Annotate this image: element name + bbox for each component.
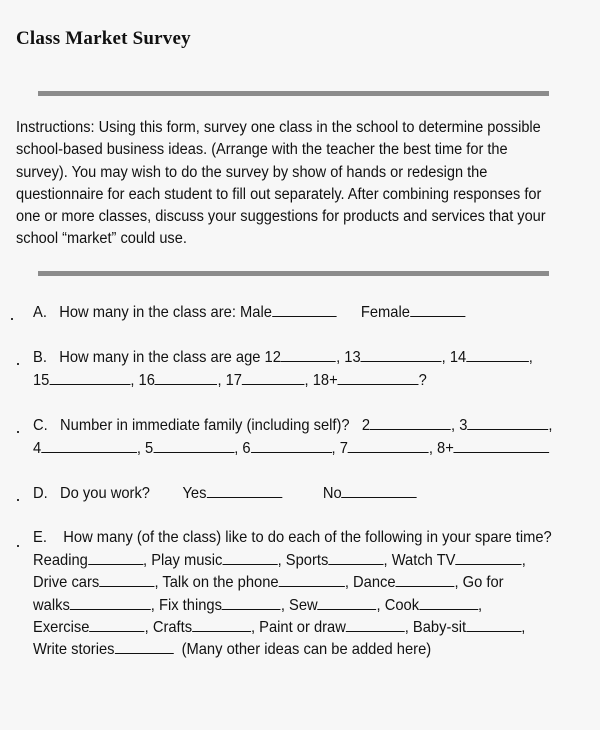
activity-go-for: Go for [462,574,504,591]
activity-drive-cars: Drive cars [33,574,100,591]
sports-blank[interactable] [328,550,383,565]
question-a-label: A. [33,304,47,321]
paint-draw-blank[interactable] [346,617,405,632]
activity-play-music: Play music [151,552,223,569]
baby-sit-blank[interactable] [466,617,521,632]
female-blank[interactable] [410,302,465,317]
age-17-label: 17 [225,372,242,389]
bullet-mark [17,545,19,547]
age-14-label: 14 [449,349,467,366]
age-12-blank[interactable] [281,347,336,362]
bullet-mark [17,431,19,433]
activity-dance: Dance [353,574,396,591]
activities-row-1: Reading , Play music , Sports , Watch TV , [33,552,526,569]
drive-cars-blank[interactable] [99,572,154,587]
no-blank[interactable] [342,483,417,498]
activity-exercise: Exercise [33,619,90,636]
crafts-blank[interactable] [192,617,251,632]
age-18-blank[interactable] [338,370,419,385]
question-c-cont: 4 , 5 , 6 , 7 , 8+ [33,438,550,459]
count-8-label: 8+ [437,440,454,457]
activities-row-4: Exercise , Crafts , Paint or draw , Baby-sit , [33,619,526,636]
write-stories-blank[interactable] [115,639,174,654]
dance-blank[interactable] [396,572,455,587]
count-5-label: 5 [145,440,154,457]
yes-label: Yes [182,485,207,502]
activities-row-5 [33,639,431,660]
count-8-blank[interactable] [454,438,550,453]
activity-watch-tv: Watch TV [391,552,456,569]
count-2-blank[interactable] [370,415,451,430]
play-music-blank[interactable] [222,550,277,565]
question-e-text: How many (of the class) like to do each of the following in your spare time? [63,529,552,546]
question-a [33,302,465,323]
count-7-label: 7 [339,440,348,457]
question-d-text: Do you work? [59,485,150,502]
activity-baby-sit: Baby-sit [412,619,467,636]
age-15-blank[interactable] [49,370,130,385]
count-3-blank[interactable] [467,415,548,430]
talk-phone-blank[interactable] [279,572,345,587]
activity-crafts: Crafts [152,619,193,636]
age-16-label: 16 [138,372,155,389]
reading-blank[interactable] [88,550,143,565]
age-17-blank[interactable] [242,370,305,385]
activity-reading: Reading [33,552,88,569]
question-c-text: Number in immediate family (including self)? [59,417,350,434]
activity-paint-draw: Paint or draw [259,619,346,636]
cook-blank[interactable] [419,595,478,610]
divider-top [38,91,549,96]
activity-sew: Sew [289,597,318,614]
question-a-text: How many in the class are: Male [59,304,272,321]
question-b-cont: 15 , 16 , 17 , 18+ ? [33,372,427,389]
count-6-label: 6 [242,440,251,457]
age-13-blank[interactable] [361,347,442,362]
question-e [33,528,552,548]
count-4-blank[interactable] [41,438,137,453]
yes-blank[interactable] [206,483,281,498]
count-6-blank[interactable] [251,438,332,453]
no-label: No [322,485,342,502]
walks-blank[interactable] [70,595,151,610]
question-d [33,483,417,504]
activities-row-3: walks , Fix things , Sew , Cook , [33,597,483,614]
bullet-mark [17,363,19,365]
activities-row-2: Drive cars , Talk on the phone , Dance , Go for [33,574,504,591]
sew-blank[interactable] [318,595,377,610]
watch-tv-blank[interactable] [456,550,522,565]
activity-write-stories: Write stories [33,641,115,658]
age-13-label: 13 [344,349,361,366]
question-c-label: C. [33,417,48,434]
question-b: B. How many in the class are age 12 , 13 , 14 , [33,349,533,366]
question-c: C. Number in immediate family (including self)? 2 , 3 , [33,417,553,434]
count-2-label: 2 [361,417,371,434]
count-7-blank[interactable] [348,438,429,453]
fix-things-blank[interactable] [222,595,281,610]
more-ideas-note: (Many other ideas can be added here) [181,641,432,658]
age-18-label: 18+ [312,372,338,389]
question-e-label: E. [33,529,47,546]
male-blank[interactable] [272,302,336,317]
page-title: Class Market Survey [16,28,191,49]
count-5-blank[interactable] [153,438,234,453]
age-16-blank[interactable] [155,370,218,385]
activity-cook: Cook [384,597,420,614]
question-d-label: D. [33,485,48,502]
activity-sports: Sports [285,552,329,569]
age-14-blank[interactable] [466,347,529,362]
female-label: Female [360,304,410,321]
count-3-label: 3 [459,417,468,434]
activity-talk-phone: Talk on the phone [162,574,279,591]
bullet-mark [17,499,19,501]
bullet-mark [11,318,13,320]
question-b-end: ? [418,372,427,389]
age-15-label: 15 [33,372,50,389]
exercise-blank[interactable] [89,617,144,632]
activity-fix-things: Fix things [158,597,222,614]
divider-bottom [38,271,549,276]
question-b-label: B. [33,349,47,366]
count-4-label: 4 [33,440,42,457]
question-b-text: How many in the class are age 12 [59,349,281,366]
activity-walks: walks [33,597,70,614]
instructions-text: Instructions: Using this form, survey one class in the school to determine possible school-based business ideas. (Arrange with the teacher the best time for the survey). You may wish to do the survey by show of hands or redesign the questionnaire for each student to fill out separately. After combining responses for one or more classes, discuss your suggestions for products and services that your school “market” could use. [16,119,546,248]
